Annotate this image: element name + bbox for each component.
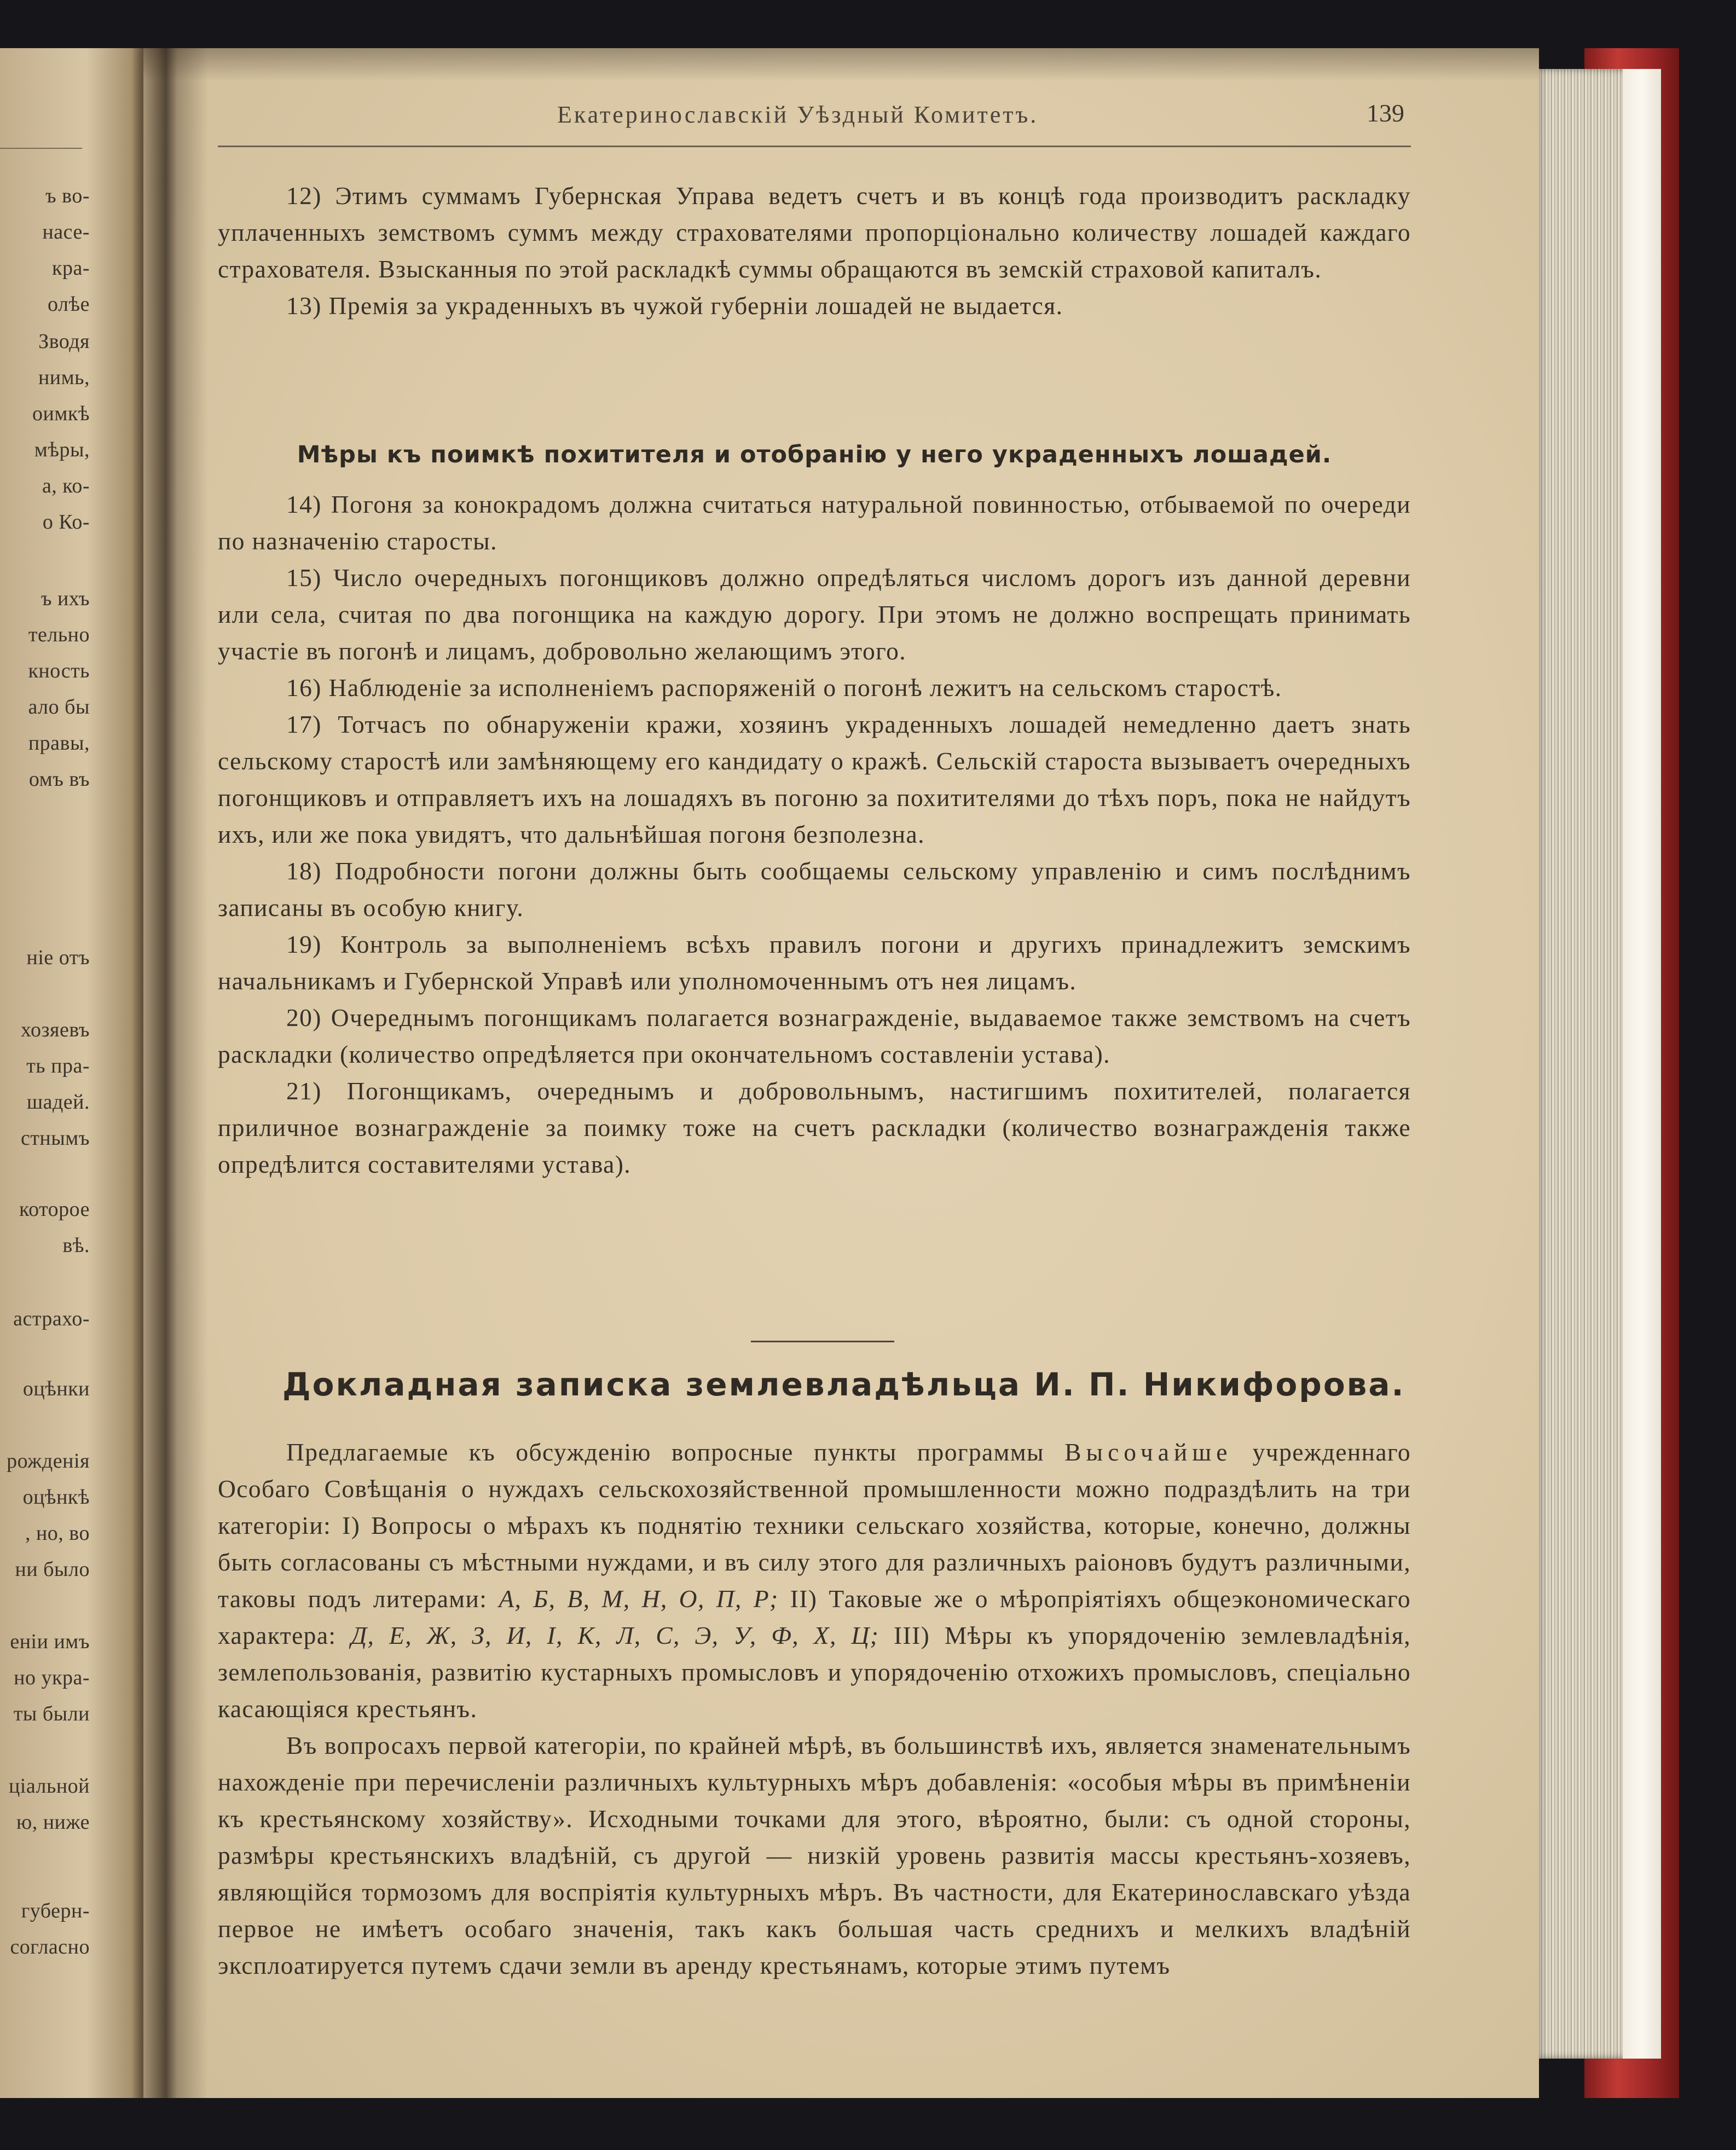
memo-body <box>218 1434 1411 1984</box>
left-fragment: вѣ. <box>62 1234 90 1257</box>
left-fragment: оимкѣ <box>32 402 90 425</box>
left-fragment: Зводя <box>38 330 90 353</box>
left-fragment: кра- <box>52 257 90 280</box>
paragraph-17: 17) Тотчасъ по обнаруженіи кражи, хозяинъ украденныхъ лошадей немедленно даетъ знать сельскому старостѣ или замѣняющему его кандидату о кражѣ. Сельскій староста вызываетъ очередныхъ погонщиковъ и отправляетъ ихъ на лошадяхъ въ погоню за похитителями до тѣхъ поръ, пока не найдутъ ихъ, или же пока увидятъ, что дальнѣйшая погоня безполезна. <box>218 710 1411 848</box>
paragraph-14: 14) Погоня за конокрадомъ должна считаться натуральной повинностью, отбываемой по очереди по назначенію старосты. <box>218 490 1411 555</box>
page-edges-light <box>1623 69 1661 2059</box>
left-fragment: насе- <box>42 221 90 244</box>
paragraph-20: 20) Очереднымъ погонщикамъ полагается вознагражденіе, выдаваемое также земствомъ на счетъ раскладки (количество опредѣляется при окончательномъ составленіи устава). <box>218 1004 1411 1068</box>
left-fragment: губерн- <box>21 1899 90 1922</box>
memo-p1-letters-1: А, Б, В, М, Н, О, П, Р; <box>499 1585 779 1613</box>
paragraph-15: 15) Число очередныхъ погонщиковъ должно опредѣляться числомъ дорогъ изъ данной деревни или села, считая по два погонщика на каждую дорогу. При этомъ не должно воспрещать принимать участіе въ погонѣ и лицамъ, добровольно желающимъ этого. <box>218 564 1411 665</box>
left-fragment: олѣе <box>48 293 90 316</box>
paragraph-19: 19) Контроль за выполненіемъ всѣхъ правилъ погони и другихъ принадлежитъ земскимъ начальникамъ и Губернской Управѣ или уполномоченнымъ отъ нея лицамъ. <box>218 930 1411 995</box>
book-gutter <box>131 48 208 2098</box>
page-top-shadow <box>143 48 1539 81</box>
section-separator <box>751 1341 894 1342</box>
left-fragment: которое <box>19 1198 90 1221</box>
left-page-fragment <box>0 48 143 2098</box>
memo-p1-part-a: Предлагаемые къ обсужденію вопросные пункты программы <box>286 1438 1045 1466</box>
left-fragment: хозяевъ <box>20 1018 90 1041</box>
left-fragment: шадей. <box>26 1091 90 1114</box>
paragraph-12: 12) Этимъ суммамъ Губернская Управа ведетъ счетъ и въ концѣ года производитъ раскладку уплаченныхъ земствомъ суммъ между страхователями пропорціонально количеству лошадей каждаго страхователя. Взысканныя по этой раскладкѣ суммы обращаются въ земскій страховой капиталъ. <box>218 182 1411 283</box>
left-fragment: ть пра- <box>26 1054 90 1077</box>
left-fragment: , но, во <box>25 1522 90 1545</box>
memo-p1-part-c: II) Таковые же о мѣропріятіяхъ общеэкономическаго характера: <box>218 1585 1411 1649</box>
memo-p1-part-b: учрежденнаго Особаго Совѣщанія о нуждахъ сельскохозяйственной промышленности можно подраздѣлить на три категоріи: I) Вопросы о мѣрахъ къ поднятію техники сельскаго хозяйства, которые, конечно, должны быть согласованы съ мѣстными нуждами, и въ силу этого для различныхъ раіоновъ будутъ различными, таковы подъ литерами: <box>218 1438 1411 1613</box>
left-fragment: правы, <box>28 732 90 755</box>
paragraph-18: 18) Подробности погони должны быть сообщаемы сельскому управленію и симъ послѣднимъ записаны въ особую книгу. <box>218 857 1411 922</box>
left-fragment: астрахо- <box>13 1307 90 1330</box>
header-rule <box>218 146 1411 147</box>
book-scan <box>0 48 1679 2098</box>
running-header <box>218 101 1411 134</box>
left-fragment: ъ ихъ <box>40 587 90 610</box>
left-fragment: тельно <box>28 623 90 646</box>
memo-title: Докладная записка землевладѣльца И. П. Никифорова. <box>282 1366 1405 1403</box>
running-title: Екатеринославскій Уѣздный Комитетъ. <box>557 101 1039 128</box>
left-fragment: рожденія <box>7 1450 90 1473</box>
paragraph-13: 13) Премія за украденныхъ въ чужой губерніи лошадей не выдается. <box>286 292 1063 320</box>
memo-p1-part-d: III) Мѣры къ упорядоченію землевладѣнія, землепользованія, развитію кустарныхъ промысловъ и упорядоченію отхожихъ промысловъ, спеціально касающіяся крестьянъ. <box>218 1621 1411 1723</box>
left-header-rule <box>0 148 82 149</box>
left-fragment: ни было <box>15 1558 90 1581</box>
memo-p1-spaced-word: Высочайше <box>1064 1438 1232 1466</box>
memo-paragraph-2: Въ вопросахъ первой категоріи, по крайней мѣрѣ, въ большинствѣ ихъ, является знаменательнымъ нахожденіе при перечисленіи различныхъ культурныхъ мѣръ добавленія: «особыя мѣры въ примѣненіи къ крестьянскому хозяйству». Исходными точками для этого, вѣроятно, были: съ одной стороны, размѣры крестьянскихъ владѣній, съ другой — низкій уровень развитія массы крестьянъ-хозяевъ, являющійся тормозомъ для воспріятія культурныхъ мѣръ. Въ частности, для Екатеринославскаго уѣзда первое не имѣетъ особаго значенія, такъ какъ большая часть среднихъ и мелкихъ владѣній эксплоатируется путемъ сдачи земли въ аренду крестьянамъ, которые этимъ путемъ <box>218 1731 1411 1979</box>
left-fragment: ты были <box>13 1702 90 1725</box>
left-fragment: о Ко- <box>42 511 90 534</box>
section-rules-upper <box>218 177 1411 324</box>
left-fragment: нимь, <box>38 366 90 389</box>
section-rules-lower <box>218 486 1411 1183</box>
left-fragment: еніи имъ <box>10 1630 90 1653</box>
left-fragment: согласно <box>10 1935 90 1958</box>
left-fragment: омъ въ <box>28 768 90 791</box>
paragraph-21: 21) Погонщикамъ, очереднымъ и добровольнымъ, настигшимъ похитителей, полагается приличное вознагражденіе за поимку тоже на счетъ раскладки (количество вознагражденія также опредѣлится составителями устава). <box>218 1077 1411 1178</box>
memo-paragraph-1 <box>218 1434 1411 1727</box>
left-fragment: ю, ниже <box>16 1811 90 1834</box>
paragraph-16: 16) Наблюденіе за исполненіемъ распоряженій о погонѣ лежитъ на сельскомъ старостѣ. <box>286 674 1282 702</box>
left-fragment: ъ во- <box>45 184 90 207</box>
left-fragment: стнымъ <box>20 1127 90 1150</box>
left-fragment: а, ко- <box>42 474 90 497</box>
page-number: 139 <box>1367 99 1404 127</box>
page-edges <box>1535 69 1623 2059</box>
left-fragment: ніе отъ <box>26 946 90 969</box>
left-fragment: но укра- <box>14 1666 90 1689</box>
left-fragment: ало бы <box>28 696 90 718</box>
section-heading: Мѣры къ поимкѣ похитителя и отобранію у него украденныхъ лошадей. <box>297 441 1332 468</box>
left-fragment: оцѣнки <box>22 1377 90 1400</box>
left-fragment: ціальной <box>8 1775 90 1798</box>
left-fragment: оцѣнкѣ <box>22 1486 90 1509</box>
memo-p1-letters-2: Д, Е, Ж, З, И, І, К, Л, С, Э, У, Ф, Х, Ц; <box>351 1621 879 1649</box>
left-fragment: кность <box>28 659 90 682</box>
left-fragment: мѣры, <box>34 438 90 461</box>
